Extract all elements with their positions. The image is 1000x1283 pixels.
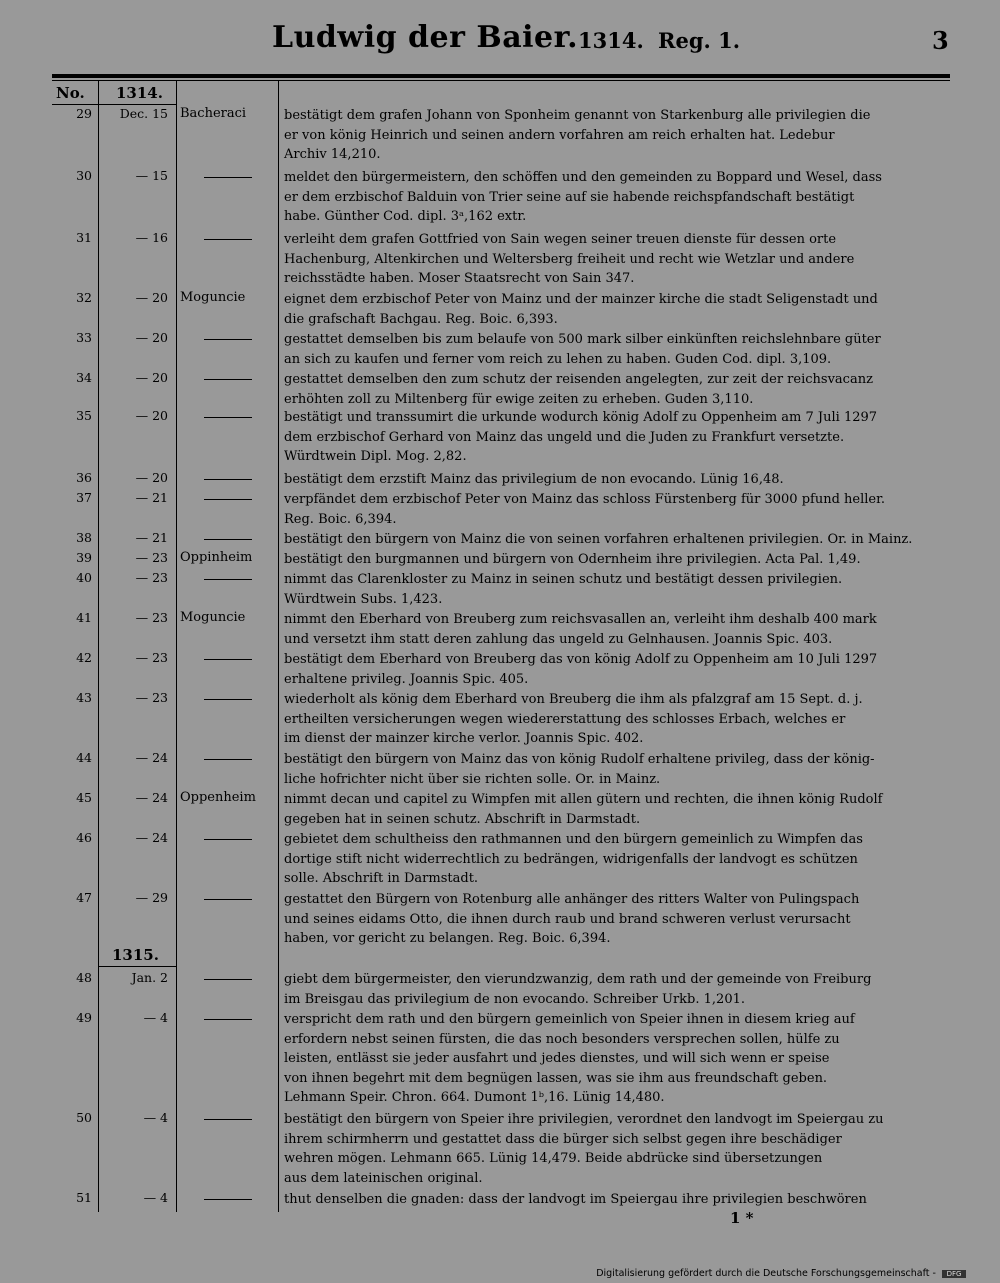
entry-text-line: Hachenburg, Altenkirchen und Weltersberg freiheit und recht wie Wetzlar und andere: [284, 251, 855, 267]
entry-text-line: bestätigt den bürgern von Mainz die von seinen vorfahren erhaltenen privilegien. Or. in Mainz.: [284, 532, 913, 547]
signature-mark: 1 *: [730, 1209, 754, 1227]
entry-number: 31: [76, 230, 92, 245]
entry-number: 50: [76, 1110, 92, 1125]
entry-text-line: und versetzt ihm statt deren zahlung das ungeld zu Gelnhausen. Joannis Spic. 403.: [284, 631, 833, 647]
entry-date: — 4: [143, 1010, 168, 1025]
entry-text: [284, 1110, 948, 1188]
entry-text: [284, 650, 948, 689]
entry-date: — 21: [135, 490, 168, 505]
entry-place: Oppenheim: [180, 790, 256, 805]
column-rule-3: [278, 80, 279, 1212]
entry-text-line: und seines eidams Otto, die ihnen durch raub und brand schweren verlust verursacht: [284, 911, 851, 927]
entry-date: — 16: [135, 230, 168, 245]
page-header: [0, 20, 1000, 60]
entry-text-line: verpfändet dem erzbischof Peter von Mainz das schloss Fürstenberg für 3000 pfund heller.: [284, 492, 886, 507]
entry-text-line: wehren mögen. Lehmann 665. Lünig 14,479. Beide abdrücke sind übersetzungen: [284, 1151, 823, 1166]
entry-number: 51: [76, 1190, 92, 1205]
entry-text-line: habe. Günther Cod. dipl. 3ᵃ,162 extr.: [284, 209, 527, 224]
entry-date: — 21: [135, 530, 168, 545]
entry-text: [284, 530, 948, 550]
entry-number: 40: [76, 570, 92, 585]
entry-text-line: ertheilten versicherungen wegen wiedererstattung des schlosses Erbach, welches er: [284, 711, 846, 727]
entry-text: [284, 470, 948, 490]
entry-text-line: er von könig Heinrich und seinen andern vorfahren am reich erhalten hat. Ledebur: [284, 127, 835, 143]
entry-number: 45: [76, 790, 92, 805]
entry-number: 46: [76, 830, 92, 845]
entry-text: [284, 890, 948, 949]
entry-number: 39: [76, 550, 92, 565]
entry-date: — 29: [135, 890, 168, 905]
entry-text: [284, 750, 948, 789]
entry-place: Moguncie: [180, 290, 246, 305]
entry-date: — 23: [135, 550, 168, 565]
entry-text-line: aus dem lateinischen original.: [284, 1170, 483, 1186]
entry-date: — 23: [135, 650, 168, 665]
entry-text-line: erhöhten zoll zu Miltenberg für ewige zeiten zu erheben. Guden 3,110.: [284, 391, 754, 407]
entry-text: [284, 830, 948, 889]
ditto-dash: [204, 1119, 252, 1120]
column-head-no: No.: [56, 84, 85, 102]
entry-number: 32: [76, 290, 92, 305]
ditto-dash: [204, 979, 252, 980]
entry-text-line: thut denselben die gnaden: dass der landvogt im Speiergau ihre privilegien beschwören: [284, 1192, 867, 1207]
entry-date: — 23: [135, 610, 168, 625]
entry-text-line: verleiht dem grafen Gottfried von Sain wegen seiner treuen dienste für dessen orte: [284, 232, 837, 247]
entry-text: [284, 570, 948, 609]
entry-text-line: erfordern nebst seinen fürsten, die das noch besonders versprechen sollen, hülfe zu: [284, 1031, 840, 1047]
ditto-dash: [204, 239, 252, 240]
entry-number: 30: [76, 168, 92, 183]
header-reg: Reg. 1.: [658, 28, 741, 53]
entry-text: [284, 690, 948, 749]
entry-text-line: liche hofrichter nicht über sie richten solle. Or. in Mainz.: [284, 771, 661, 787]
header-rule-thin: [52, 80, 950, 81]
entry-text-line: die grafschaft Bachgau. Reg. Boic. 6,393.: [284, 311, 558, 327]
entry-number: 43: [76, 690, 92, 705]
entry-text-line: nimmt decan und capitel zu Wimpfen mit allen gütern und rechten, die ihnen könig Rudolf: [284, 792, 883, 807]
entry-number: 33: [76, 330, 92, 345]
ditto-dash: [204, 579, 252, 580]
entry-text-line: bestätigt und transsumirt die urkunde wodurch könig Adolf zu Oppenheim am 7 Juli 1297: [284, 410, 878, 425]
entry-date: — 20: [135, 408, 168, 423]
entry-number: 49: [76, 1010, 92, 1025]
column-head-rule: [52, 104, 176, 105]
entry-text-line: gestattet demselben bis zum belaufe von 500 mark silber einkünften reichslehnbare güter: [284, 332, 881, 347]
header-rule-thick: [52, 74, 950, 78]
entry-text-line: meldet den bürgermeistern, den schöffen und den gemeinden zu Boppard und Wesel, dass: [284, 170, 882, 185]
entry-date: — 24: [135, 830, 168, 845]
entry-text-line: haben, vor gericht zu belangen. Reg. Boic. 6,394.: [284, 931, 611, 946]
entry-text-line: an sich zu kaufen und ferner vom reich zu lehen zu haben. Guden Cod. dipl. 3,109.: [284, 351, 832, 367]
entry-date: — 4: [143, 1190, 168, 1205]
entry-text: [284, 610, 948, 649]
ditto-dash: [204, 479, 252, 480]
entry-text: [284, 230, 948, 289]
entry-number: 34: [76, 370, 92, 385]
column-rule-1: [98, 80, 99, 1212]
ditto-dash: [204, 759, 252, 760]
entry-number: 35: [76, 408, 92, 423]
ditto-dash: [204, 379, 252, 380]
entry-text-line: im dienst der mainzer kirche verlor. Joannis Spic. 402.: [284, 731, 644, 746]
entry-text-line: bestätigt dem grafen Johann von Sponheim genannt von Starkenburg alle privilegien die: [284, 108, 871, 123]
entry-date: — 20: [135, 470, 168, 485]
entry-text-line: er dem erzbischof Balduin von Trier seine auf sie habende reichspfandschaft bestätigt: [284, 189, 855, 205]
entry-number: 29: [76, 106, 92, 121]
entry-date: — 24: [135, 750, 168, 765]
column-rule-2: [176, 80, 177, 1212]
entry-text: [284, 1190, 948, 1210]
ditto-dash: [204, 699, 252, 700]
entry-text-line: im Breisgau das privilegium de non evocando. Schreiber Urkb. 1,201.: [284, 991, 745, 1007]
entry-text-line: bestätigt den bürgern von Mainz das von könig Rudolf erhaltene privileg, dass der könig-: [284, 752, 875, 767]
entry-date: — 15: [135, 168, 168, 183]
entry-place: Bacheraci: [180, 106, 247, 121]
entry-text-line: leisten, entlässt sie jeder ausfahrt und jedes dienstes, und will sich wenn er speise: [284, 1051, 830, 1066]
entry-text-line: solle. Abschrift in Darmstadt.: [284, 871, 479, 886]
entry-text-line: bestätigt dem Eberhard von Breuberg das von könig Adolf zu Oppenheim am 10 Juli 1297: [284, 652, 878, 667]
page-number: 3: [932, 26, 949, 55]
entry-text-line: Archiv 14,210.: [284, 147, 381, 162]
entry-text: [284, 490, 948, 529]
ditto-dash: [204, 417, 252, 418]
entry-number: 44: [76, 750, 92, 765]
entry-date: — 23: [135, 690, 168, 705]
ditto-dash: [204, 899, 252, 900]
ditto-dash: [204, 339, 252, 340]
entry-text: [284, 168, 948, 227]
entry-text-line: gestattet den Bürgern von Rotenburg alle anhänger des ritters Walter von Pulingspach: [284, 892, 860, 907]
ditto-dash: [204, 177, 252, 178]
entry-number: 38: [76, 530, 92, 545]
ditto-dash: [204, 499, 252, 500]
funding-notice: [596, 1268, 966, 1279]
dfg-logo: DFG: [942, 1270, 966, 1278]
entry-text-line: bestätigt den bürgern von Speier ihre privilegien, verordnet den landvogt im Speiergau zu: [284, 1112, 884, 1127]
entry-number: 42: [76, 650, 92, 665]
entry-text: [284, 370, 948, 409]
entry-text: [284, 970, 948, 1009]
entry-text: [284, 550, 948, 570]
entry-date: — 20: [135, 370, 168, 385]
year-label-1315: 1315.: [112, 946, 159, 964]
entry-text-line: reichsstädte haben. Moser Staatsrecht von Sain 347.: [284, 271, 635, 286]
entry-date: Dec. 15: [119, 106, 168, 121]
entry-text: [284, 1010, 948, 1108]
entry-text-line: gegeben hat in seinen schutz. Abschrift in Darmstadt.: [284, 811, 641, 827]
ditto-dash: [204, 659, 252, 660]
entry-text: [284, 106, 948, 165]
column-head-year: 1314.: [116, 84, 163, 102]
entry-text-line: giebt dem bürgermeister, den vierundzwanzig, dem rath und der gemeinde von Freiburg: [284, 972, 872, 987]
entry-text-line: eignet dem erzbischof Peter von Mainz und der mainzer kirche die stadt Seligenstadt und: [284, 292, 878, 307]
entry-number: 36: [76, 470, 92, 485]
entry-text-line: erhaltene privileg. Joannis Spic. 405.: [284, 671, 529, 687]
entry-number: 48: [76, 970, 92, 985]
year-1315-rule: [98, 966, 176, 967]
entry-date: Jan. 2: [131, 970, 168, 985]
entry-text-line: Würdtwein Dipl. Mog. 2,82.: [284, 449, 467, 464]
entry-text: [284, 790, 948, 829]
entry-text-line: nimmt den Eberhard von Breuberg zum reichsvasallen an, verleiht ihm deshalb 400 mark: [284, 612, 877, 627]
entry-place: Oppinheim: [180, 550, 253, 565]
entry-text-line: bestätigt dem erzstift Mainz das privilegium de non evocando. Lünig 16,48.: [284, 472, 784, 487]
entry-text-line: Würdtwein Subs. 1,423.: [284, 591, 443, 607]
entry-text: [284, 290, 948, 329]
entry-date: — 4: [143, 1110, 168, 1125]
entry-text-line: verspricht dem rath und den bürgern gemeinlich von Speier ihnen in diesem krieg auf: [284, 1012, 855, 1027]
entry-number: 47: [76, 890, 92, 905]
running-title: Ludwig der Baier.: [272, 20, 579, 55]
ditto-dash: [204, 1199, 252, 1200]
entry-text-line: von ihnen begehrt mit dem begnügen lassen, was sie ihm aus freundschaft geben.: [284, 1070, 828, 1086]
entry-text-line: ihrem schirmherrn und gestattet dass die bürger sich selbst gegen ihre beschädiger: [284, 1131, 842, 1147]
entry-date: — 24: [135, 790, 168, 805]
ditto-dash: [204, 839, 252, 840]
entry-text-line: Reg. Boic. 6,394.: [284, 511, 397, 527]
ditto-dash: [204, 539, 252, 540]
entry-text-line: gestattet demselben den zum schutz der reisenden angelegten, zur zeit der reichsvacanz: [284, 372, 873, 387]
entry-text-line: dem erzbischof Gerhard von Mainz das ungeld und die Juden zu Frankfurt versetzte.: [284, 429, 845, 445]
entry-place: Moguncie: [180, 610, 246, 625]
funding-text: Digitalisierung gefördert durch die Deutsche Forschungsgemeinschaft -: [596, 1268, 936, 1279]
ditto-dash: [204, 1019, 252, 1020]
entry-text-line: Lehmann Speir. Chron. 664. Dumont 1ᵇ,16. Lünig 14,480.: [284, 1090, 665, 1105]
entry-number: 41: [76, 610, 92, 625]
entry-number: 37: [76, 490, 92, 505]
entry-text: [284, 408, 948, 467]
header-year: 1314.: [578, 28, 644, 53]
entry-date: — 23: [135, 570, 168, 585]
entry-text-line: bestätigt den burgmannen und bürgern von Odernheim ihre privilegien. Acta Pal. 1,49.: [284, 552, 861, 567]
entry-date: — 20: [135, 290, 168, 305]
entry-text-line: gebietet dem schultheiss den rathmannen und den bürgern gemeinlich zu Wimpfen das: [284, 832, 863, 847]
entry-text-line: dortige stift nicht widerrechtlich zu bedrängen, widrigenfalls der landvogt es schützen: [284, 851, 858, 867]
entry-date: — 20: [135, 330, 168, 345]
entry-text-line: wiederholt als könig dem Eberhard von Breuberg die ihm als pfalzgraf am 15 Sept. d. j.: [284, 692, 863, 707]
entry-text-line: nimmt das Clarenkloster zu Mainz in seinen schutz und bestätigt dessen privilegien.: [284, 572, 843, 587]
entry-text: [284, 330, 948, 369]
